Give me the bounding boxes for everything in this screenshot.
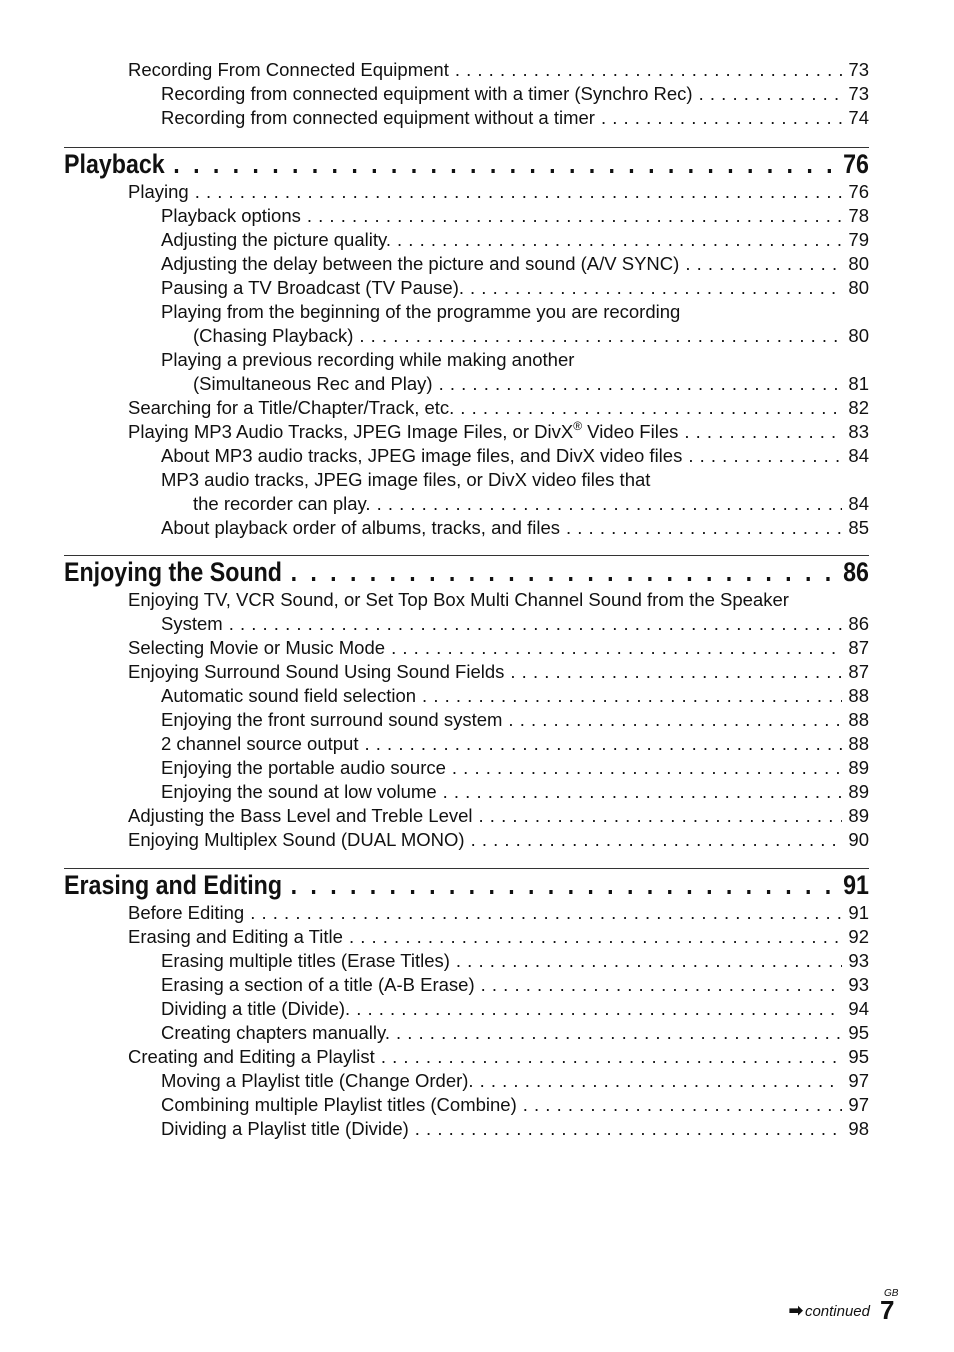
leader-dots [510,660,842,684]
section-title: Enjoying the Sound [64,557,282,587]
leader-dots [685,252,842,276]
entry-page: 85 [848,517,869,538]
entry-page: 88 [848,685,869,706]
entry-page: 76 [848,181,869,202]
entry-page: 95 [848,1022,869,1043]
leader-dots [523,1093,843,1117]
section-heading-sound[interactable] [64,555,869,589]
toc-entry-divide-title[interactable] [0,997,954,1021]
entry-label: Moving a Playlist title (Change Order). [161,1070,474,1091]
entry-page: 97 [848,1070,869,1091]
leader-dots [470,276,842,300]
leader-dots [480,1069,843,1093]
entry-label: (Chasing Playback) [193,325,354,346]
entry-page: 91 [848,902,869,923]
leader-dots [381,1045,843,1069]
entry-page: 86 [848,613,869,634]
entry-label: Automatic sound field selection [161,685,417,706]
leader-dots [195,180,843,204]
toc-entry-playing-mp3[interactable] [0,420,954,444]
section-page: 86 [843,557,869,587]
toc-entry-chasing-line1 [0,300,954,324]
leader-dots [397,228,842,252]
section-heading-playback[interactable] [64,147,869,181]
leader-dots [422,684,842,708]
toc-entry-before-editing[interactable] [0,901,954,925]
leader-dots [439,372,843,396]
entry-label: the recorder can play. [193,493,371,514]
entry-label: Recording from connected equipment without a timer [161,107,595,128]
leader-dots [307,204,843,228]
entry-page: 73 [848,83,869,104]
section-heading-erasing[interactable] [64,868,869,902]
toc-entry-simultaneous-line1 [0,348,954,372]
leader-dots [699,82,843,106]
toc-entry-dual-mono[interactable] [0,828,954,852]
leader-dots [356,997,842,1021]
leader-dots [415,1117,843,1141]
entry-page: 95 [848,1046,869,1067]
leader-dots [688,444,842,468]
entry-label: Erasing and Editing a Title [128,926,343,947]
leader-dots [377,492,843,516]
toc-entry-front-surround[interactable] [0,708,954,732]
entry-label: Adjusting the Bass Level and Treble Level [128,805,473,826]
entry-label: Recording from connected equipment with a timer (Synchro Rec) [161,83,693,104]
entry-page: 80 [848,325,869,346]
entry-label: About playback order of albums, tracks, and files [161,517,560,538]
entry-page: 97 [848,1094,869,1115]
leader-dots [396,1021,842,1045]
entry-label: System [161,613,223,634]
leader-dots [456,949,843,973]
entry-page: 98 [848,1118,869,1139]
leader-dots [479,804,843,828]
entry-label-part: Playing MP3 Audio Tracks, JPEG Image Files, or DivX [128,421,574,442]
entry-label: Pausing a TV Broadcast (TV Pause). [161,277,465,298]
toc-entry-surround-sound[interactable] [0,660,954,684]
toc-entry-bass-treble[interactable] [0,804,954,828]
entry-page: 89 [848,781,869,802]
toc-entry-low-volume[interactable] [0,780,954,804]
entry-label: About MP3 audio tracks, JPEG image files, and DivX video files [161,445,683,466]
entry-label: Dividing a title (Divide). [161,998,351,1019]
entry-page: 83 [848,421,869,442]
entry-page: 87 [848,661,869,682]
section-page: 91 [843,870,869,900]
entry-page: 78 [848,205,869,226]
toc-entry-about-mp3[interactable] [0,444,954,468]
section-title: Erasing and Editing [64,870,283,900]
toc-entry-tv-pause[interactable] [0,276,954,300]
toc-entry-synchro-rec[interactable] [0,82,954,106]
toc-entry-combine[interactable] [0,1093,954,1117]
entry-label: MP3 audio tracks, JPEG image files, or DivX video files that [161,469,651,490]
leader-dots [566,516,842,540]
toc-entry-playback-order[interactable] [0,516,954,540]
entry-label: Searching for a Title/Chapter/Track, etc. [128,397,455,418]
entry-label: Creating and Editing a Playlist [128,1046,375,1067]
leader-dots [349,925,842,949]
toc-entry-portable-audio[interactable] [0,756,954,780]
leader-dots [443,780,843,804]
entry-label: Erasing a section of a title (A-B Erase) [161,974,475,995]
entry-label: (Simultaneous Rec and Play) [193,373,433,394]
toc-entry-playback-options[interactable] [0,204,954,228]
entry-page: 81 [848,373,869,394]
entry-label: Selecting Movie or Music Mode [128,637,386,658]
leader-dots [291,868,835,902]
entry-label-part: Video Files [582,421,679,442]
entry-page: 80 [848,253,869,274]
toc-entry-searching[interactable] [0,396,954,420]
entry-page: 92 [848,926,869,947]
leader-dots [460,396,842,420]
leader-dots [359,324,842,348]
entry-label: 2 channel source output [161,733,359,754]
entry-label: Enjoying the front surround sound system [161,709,503,730]
entry-page: 79 [848,229,869,250]
entry-label: Playback options [161,205,301,226]
leader-dots [471,828,843,852]
entry-page: 89 [848,805,869,826]
section-title: Playback [64,149,165,179]
toc-entry-multichannel-line1 [0,588,954,612]
arrow-right-icon: ➡ [788,1301,803,1320]
entry-label: Playing [128,181,189,202]
entry-page: 89 [848,757,869,778]
entry-label: Combining multiple Playlist titles (Combine) [161,1094,517,1115]
continued-label: continued [804,1302,870,1320]
toc-entry-playable-files[interactable] [0,492,954,516]
toc-entry-av-sync[interactable] [0,252,954,276]
toc-entry-playing[interactable] [0,180,954,204]
toc-entry-divide-playlist[interactable] [0,1117,954,1141]
region-label: GB [884,1288,899,1299]
section-page: 76 [843,149,869,179]
toc-entry-playable-files-line1 [0,468,954,492]
leader-dots [508,708,842,732]
entry-label: Erasing multiple titles (Erase Titles) [161,950,450,971]
leader-dots [684,420,842,444]
entry-page: 74 [848,107,869,128]
toc-entry-simultaneous-rec-play[interactable] [0,372,954,396]
entry-label: Playing from the beginning of the programme you are recording [161,301,681,322]
entry-page: 80 [848,277,869,298]
toc-entry-recording-connected[interactable] [0,58,954,82]
toc-entry-multichannel-system[interactable] [0,612,954,636]
leader-dots [173,147,834,181]
leader-dots [601,106,842,130]
entry-page: 88 [848,733,869,754]
leader-dots [364,732,842,756]
registered-mark: ® [573,418,583,433]
entry-label: Recording From Connected Equipment [128,59,449,80]
entry-label: Creating chapters manually. [161,1022,390,1043]
leader-dots [229,612,843,636]
entry-label: Enjoying the portable audio source [161,757,446,778]
toc-entry-ab-erase[interactable] [0,973,954,997]
entry-page: 84 [848,445,869,466]
entry-page: 90 [848,829,869,850]
page-number: 7 [880,1295,895,1325]
entry-page: 93 [848,950,869,971]
entry-label: Adjusting the delay between the picture and sound (A/V SYNC) [161,253,680,274]
entry-page: 88 [848,709,869,730]
leader-dots [291,555,835,589]
toc-entry-erasing-title[interactable] [0,925,954,949]
entry-label: Dividing a Playlist title (Divide) [161,1118,409,1139]
toc-entry-chasing-playback[interactable] [0,324,954,348]
entry-label: Enjoying TV, VCR Sound, or Set Top Box Multi Channel Sound from the Speaker [128,589,789,610]
leader-dots [250,901,842,925]
leader-dots [481,973,843,997]
toc-entry-picture-quality[interactable] [0,228,954,252]
toc-entry-chapters-manually[interactable] [0,1021,954,1045]
toc-entry-change-order[interactable] [0,1069,954,1093]
entry-page: 84 [848,493,869,514]
entry-label: Enjoying Multiplex Sound (DUAL MONO) [128,829,465,850]
toc-entry-movie-music-mode[interactable] [0,636,954,660]
toc-entry-playlist[interactable] [0,1045,954,1069]
toc-entry-erase-titles[interactable] [0,949,954,973]
entry-label: Before Editing [128,902,245,923]
toc-entry-2ch-source[interactable] [0,732,954,756]
leader-dots [391,636,842,660]
entry-label: Enjoying the sound at low volume [161,781,437,802]
entry-page: 73 [848,59,869,80]
leader-dots [452,756,843,780]
entry-label: Adjusting the picture quality. [161,229,392,250]
entry-page: 87 [848,637,869,658]
entry-label: Playing a previous recording while making another [161,349,575,370]
entry-page: 82 [848,397,869,418]
continued-indicator [789,1301,870,1321]
entry-page: 94 [848,998,869,1019]
leader-dots [455,58,843,82]
entry-label [128,420,678,444]
toc-entry-without-timer[interactable] [0,106,954,130]
toc-entry-auto-sound-field[interactable] [0,684,954,708]
entry-label: Enjoying Surround Sound Using Sound Fields [128,661,505,682]
entry-page: 93 [848,974,869,995]
